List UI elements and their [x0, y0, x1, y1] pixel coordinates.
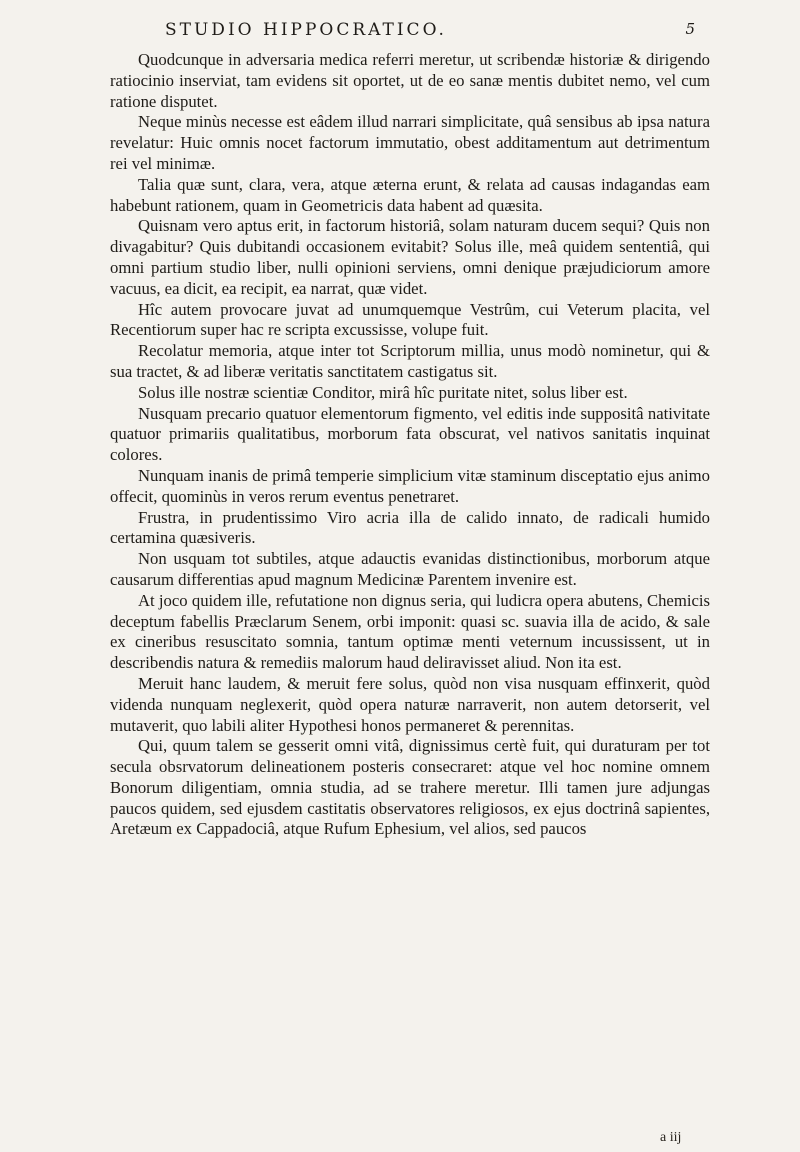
paragraph: Meruit hanc laudem, & meruit fere solus, quòd non visa nusquam effinxerit, quòd videnda nunquam neglexerit, quòd opera naturæ narraverit, non autem detorserit, vel mutaverit, quo labili aliter Hypothesi honos permaneret & perennitas. [110, 673, 710, 735]
paragraph: Quisnam vero aptus erit, in factorum historiâ, solam naturam ducem sequi? Quis non divagabitur? Quis dubitandi occasionem evitabit? Solus ille, meâ quidem sententiâ, qui omni partium studio liber, nulli opinioni serviens, omni denique præjudiciorum amore vacuus, ea dicit, ea recipit, ea narrat, quæ videt. [110, 216, 710, 298]
paragraph: Neque minùs necesse est eâdem illud narrari simplicitate, quâ sensibus ab ipsa natura revelatur: Huic omnis nocet factorum immutatio, obest additamentum aut detrimentum rei vel minimæ. [110, 112, 710, 173]
paragraph: Qui, quum talem se gesserit omni vitâ, dignissimus certè fuit, qui duraturam per tot secula obsrvatorum delineationem posteris consecraret: atque vel hoc nomine omnem Bonorum diligentiam, omnia studia, ad se trahere meretur. Illi tamen jure adjungas paucos quidem, sed ejusdem castitatis observatores religiosos, ex ejus doctrinâ sapientes, Aretæum ex Cappadociâ, atque Rufum Ephesium, vel alios, sed paucos [110, 736, 710, 839]
paragraph: Solus ille nostræ scientiæ Conditor, mirâ hîc puritate nitet, solus liber est. [138, 382, 628, 402]
signature-mark: a iij [660, 1130, 682, 1145]
running-title: STUDIO HIPPOCRATICO. [165, 20, 447, 40]
paragraph: Non usquam tot subtiles, atque adauctis evanidas distinctionibus, morborum atque causarum differentias apud magnum Medicinæ Parentem invenire est. [110, 549, 710, 589]
paragraph: Nunquam inanis de primâ temperie simplicium vitæ staminum disceptatio ejus animo offecit, quominùs in veros rerum eventus penetraret. [110, 465, 710, 506]
paragraph: Recolatur memoria, atque inter tot Scriptorum millia, unus modò nominetur, qui & sua tractet, & ad liberæ veritatis sanctitatem castigatus sit. [110, 341, 710, 381]
page-header [165, 20, 695, 48]
body-text [110, 50, 710, 840]
paragraph: Frustra, in prudentissimo Viro acria illa de calido innato, de radicali humido certamina quæsiveris. [110, 507, 710, 548]
paragraph: Talia quæ sunt, clara, vera, atque æterna erunt, & relata ad causas indagandas eam habebunt rationem, quam in Geometricis data habent ad quæsita. [110, 174, 710, 215]
paragraph: At joco quidem ille, refutatione non dignus seria, qui ludicra opera abutens, Chemicis deceptum fabellis Præclarum Senem, orbi imponit: quasi sc. suavia illa de acido, & sale ex cineribus resuscitato somnia, tantum optimæ menti veternum incussissent, ut in describendis natura & remediis malorum haud deliravisset aliud. Non ita est. [110, 590, 710, 673]
paragraph: Nusquam precario quatuor elementorum figmento, vel editis inde suppositâ nativitate quatuor primariis qualitatibus, morborum fata obscurat, vel nativos sanitatis inquinat colores. [110, 403, 710, 465]
paragraph: Hîc autem provocare juvat ad unumquemque Vestrûm, cui Veterum placita, vel Recentiorum super hac re scripta excussisse, volupe fuit. [110, 299, 710, 340]
page-number: 5 [685, 20, 695, 38]
paragraph: Quodcunque in adversaria medica referri meretur, ut scribendæ historiæ & dirigendo ratiocinio inserviat, tam evidens sit oportet, ut de eo sanæ mentis dubitet nemo, vel cum ratione disputet. [110, 50, 710, 111]
